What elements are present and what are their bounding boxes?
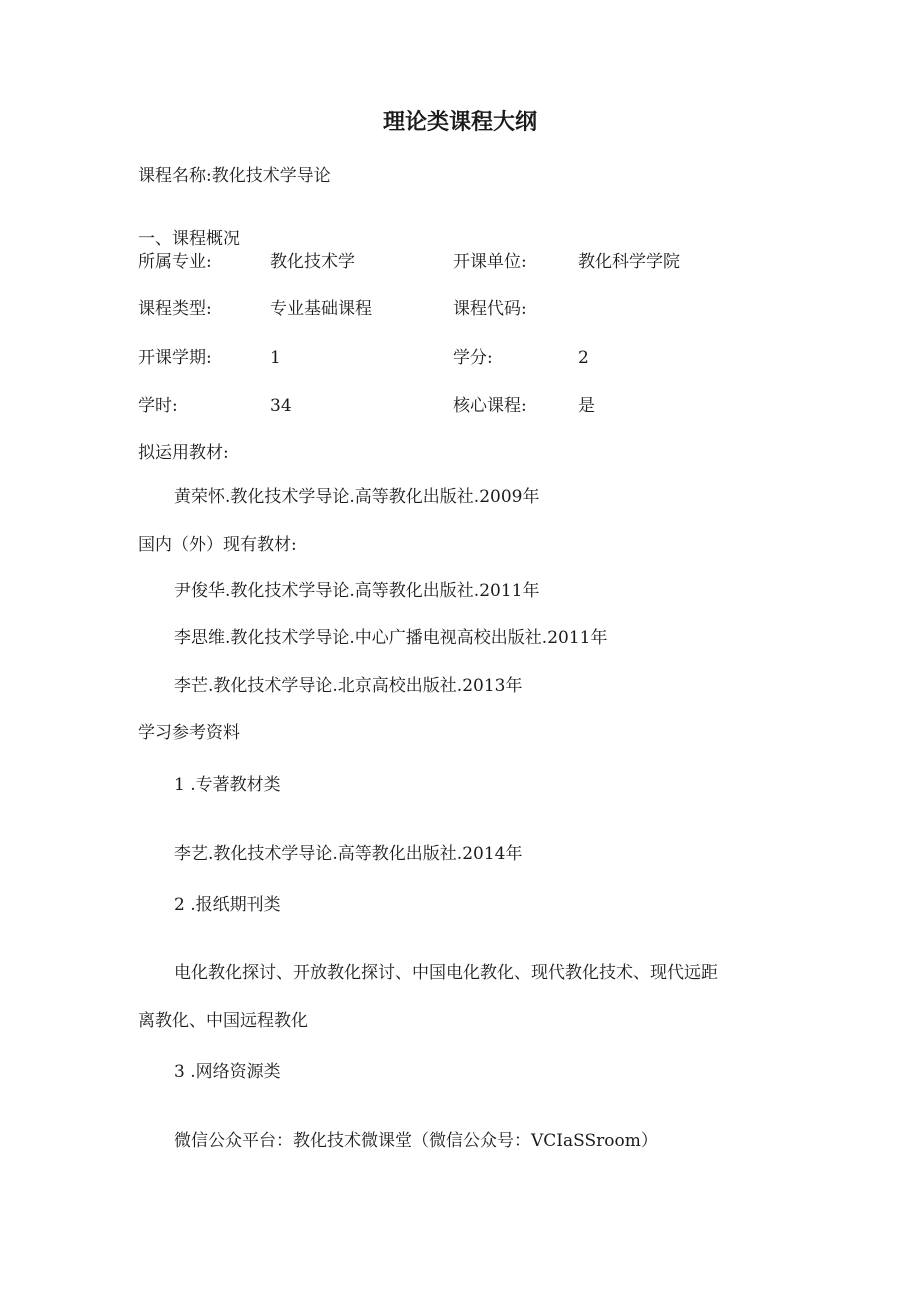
existing-textbook-item: 李芒.教化技术学导论.北京高校出版社.2013年 [174,676,523,696]
term-value: 1 [270,348,281,368]
references-heading: 学习参考资料 [138,723,240,743]
planned-textbook-heading: 拟运用教材: [138,443,229,463]
credit-label: 学分: [453,348,493,368]
existing-textbook-item: 尹俊华.教化技术学导论.高等教化出版社.2011年 [174,581,540,601]
core-value: 是 [578,396,595,416]
credit-value: 2 [578,348,589,368]
type-label: 课程类型: [138,299,212,319]
existing-textbook-item: 李思维.教化技术学导论.中心广播电视高校出版社.2011年 [174,628,608,648]
section-heading-overview: 一、课程概况 [138,229,240,249]
ref3-item: 微信公众平台：教化技术微课堂（微信公众号：VCIaSSroom） [174,1131,658,1151]
document-title: 理论类课程大纲 [382,110,537,135]
ref3-heading: 3 .网络资源类 [174,1062,281,1082]
ref1-heading: 1 .专著教材类 [174,775,281,795]
type-value: 专业基础课程 [270,299,372,319]
ref2-line: 离教化、中国远程教化 [138,1011,308,1031]
unit-label: 开课单位: [453,252,527,272]
core-label: 核心课程: [453,396,527,416]
code-label: 课程代码: [453,299,527,319]
ref1-item: 李艺.教化技术学导论.高等教化出版社.2014年 [174,844,523,864]
planned-textbook-item: 黄荣怀.教化技术学导论.高等教化出版社.2009年 [174,487,540,507]
ref2-heading: 2 .报纸期刊类 [174,895,281,915]
unit-value: 教化科学学院 [578,252,680,272]
course-name-line: 课程名称:教化技术学导论 [138,166,331,186]
hours-value: 34 [270,396,292,416]
ref2-line: 电化教化探讨、开放教化探讨、中国电化教化、现代教化技术、现代远距 [174,963,718,983]
hours-label: 学时: [138,396,178,416]
existing-textbooks-heading: 国内（外）现有教材: [138,535,297,555]
major-label: 所属专业: [138,252,212,272]
term-label: 开课学期: [138,348,212,368]
major-value: 教化技术学 [270,252,355,272]
